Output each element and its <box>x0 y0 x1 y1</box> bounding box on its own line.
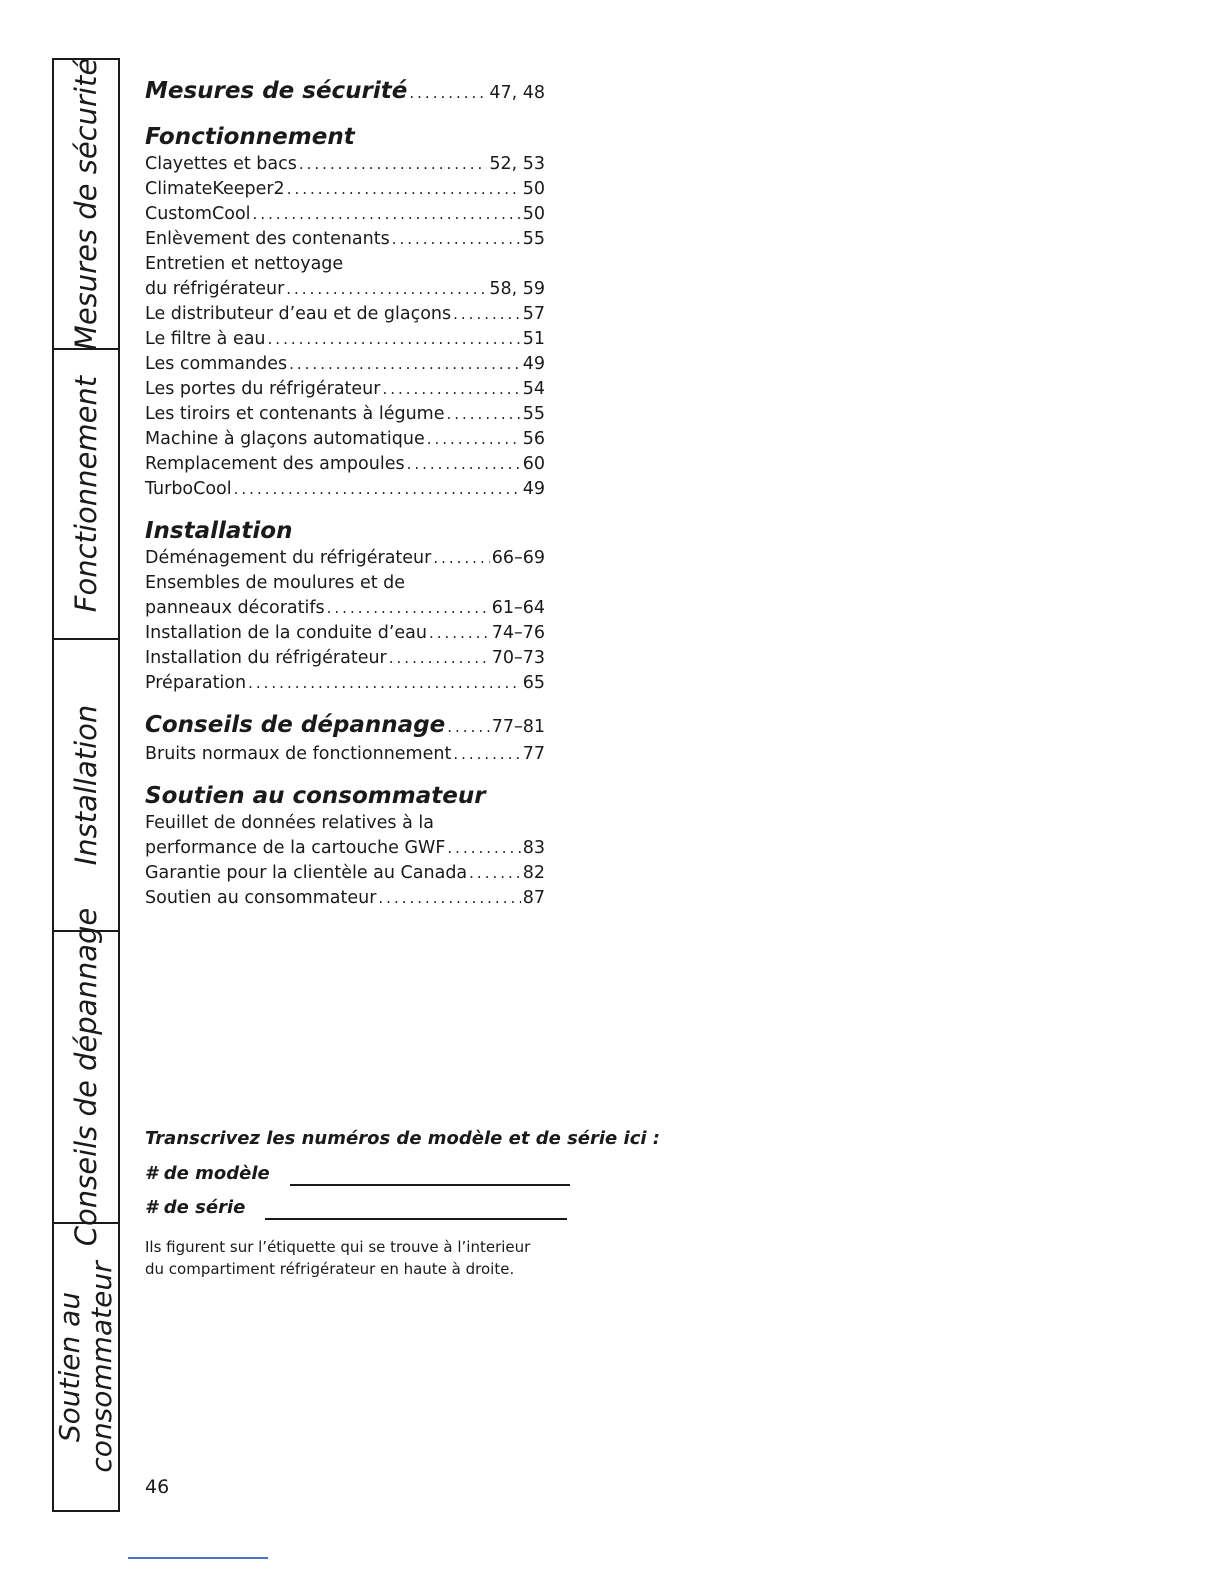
toc-entry[interactable] <box>145 402 545 427</box>
tab-soutien-au-consommateur[interactable] <box>54 1224 118 1510</box>
page-ref: 58, 59 <box>489 279 545 299</box>
entry-name: Installation de la conduite d’eau <box>145 623 427 643</box>
page-ref: 82 <box>522 863 545 883</box>
toc-entry[interactable] <box>145 596 545 621</box>
tab-label: Conseils de dépannage <box>69 907 103 1247</box>
entry-name: Soutien au consommateur <box>145 888 377 908</box>
page-ref: 83 <box>522 838 545 858</box>
entry-name: Clayettes et bacs <box>145 154 297 174</box>
page-ref: 50 <box>522 179 545 199</box>
page-ref: 49 <box>522 354 545 374</box>
toc-entry[interactable] <box>145 742 545 767</box>
toc-entry-line: Ensembles de moulures et de <box>145 573 406 593</box>
entry-name: Bruits normaux de fonctionnement <box>145 744 452 764</box>
toc-entry[interactable] <box>145 886 545 911</box>
toc-entry[interactable] <box>145 227 545 252</box>
page-ref: 77–81 <box>491 717 545 737</box>
toc-entry[interactable] <box>145 427 545 452</box>
entry-name: performance de la cartouche GWF <box>145 838 446 858</box>
model-number-field <box>145 1162 605 1186</box>
toc-entry[interactable] <box>145 277 545 302</box>
section-title-fonctionnement: Fonctionnement <box>145 124 355 150</box>
entry-name: Les commandes <box>145 354 288 374</box>
model-serial-record <box>145 1126 661 1280</box>
entry-name: Les tiroirs et contenants à légume <box>145 404 445 424</box>
toc-entry[interactable] <box>145 177 545 202</box>
serial-number-label: # de série <box>145 1197 246 1218</box>
page-ref: 54 <box>522 379 545 399</box>
tab-label: Fonctionnement <box>69 375 103 613</box>
page-ref: 61–64 <box>491 598 545 618</box>
bottom-rule <box>128 1557 268 1559</box>
entry-name: panneaux décoratifs <box>145 598 325 618</box>
page-ref: 87 <box>522 888 545 908</box>
toc-entry[interactable] <box>145 546 545 571</box>
tab-label: Installation <box>69 704 103 866</box>
entry-name: Machine à glaçons automatique <box>145 429 425 449</box>
page-ref: 77 <box>522 744 545 764</box>
page-ref: 65 <box>522 673 545 693</box>
toc-entry-line: Entretien et nettoyage <box>145 254 344 274</box>
page-ref: 49 <box>522 479 545 499</box>
entry-name: CustomCool <box>145 204 251 224</box>
toc-entry[interactable] <box>145 377 545 402</box>
toc-entry[interactable] <box>145 352 545 377</box>
entry-name: du réfrigérateur <box>145 279 285 299</box>
page-ref: 51 <box>522 329 545 349</box>
page-ref: 50 <box>522 204 545 224</box>
toc-entry[interactable] <box>145 836 545 861</box>
entry-name: Le filtre à eau <box>145 329 266 349</box>
page-ref: 66–69 <box>491 548 545 568</box>
entry-name: Garantie pour la clientèle au Canada <box>145 863 468 883</box>
tab-label: Mesures de sécurité <box>69 57 103 351</box>
entry-name: TurboCool <box>145 479 232 499</box>
entry-name: Préparation <box>145 673 247 693</box>
toc-entry[interactable] <box>145 671 545 696</box>
toc-entry[interactable] <box>145 646 545 671</box>
note-line: Ils figurent sur l’étiquette qui se trouve à l’interieur <box>145 1238 531 1256</box>
table-of-contents <box>145 76 545 911</box>
tab-label <box>54 1261 118 1472</box>
page-ref: 55 <box>522 229 545 249</box>
toc-entry[interactable] <box>145 861 545 886</box>
serial-number-field <box>145 1196 605 1220</box>
toc-section-securite[interactable] <box>145 76 545 108</box>
page-ref: 56 <box>522 429 545 449</box>
serial-number-line[interactable] <box>265 1202 567 1220</box>
toc-entry[interactable] <box>145 452 545 477</box>
tab-installation[interactable] <box>54 640 118 932</box>
toc-entry[interactable] <box>145 477 545 502</box>
tab-label-line: Soutien au <box>53 1291 86 1443</box>
toc-section-depannage[interactable] <box>145 710 545 742</box>
tab-fonctionnement[interactable] <box>54 350 118 640</box>
model-number-label: # de modèle <box>145 1163 270 1184</box>
page-number: 46 <box>145 1476 170 1498</box>
entry-name: Remplacement des ampoules <box>145 454 405 474</box>
entry-name: ClimateKeeper2 <box>145 179 285 199</box>
section-title-soutien: Soutien au consommateur <box>145 783 486 809</box>
toc-entry[interactable] <box>145 621 545 646</box>
tab-label-line: consommateur <box>85 1261 118 1473</box>
toc-entry[interactable] <box>145 327 545 352</box>
page-ref: 70–73 <box>491 648 545 668</box>
entry-name: Enlèvement des contenants <box>145 229 390 249</box>
page-ref: 47, 48 <box>489 83 545 103</box>
section-tab-strip <box>52 58 120 1512</box>
toc-entry[interactable] <box>145 302 545 327</box>
section-title-installation: Installation <box>145 518 293 544</box>
entry-name: Déménagement du réfrigérateur <box>145 548 432 568</box>
record-note <box>145 1236 605 1280</box>
section-title: Mesures de sécurité <box>145 78 408 104</box>
entry-name: Les portes du réfrigérateur <box>145 379 381 399</box>
section-title: Conseils de dépannage <box>145 712 446 738</box>
toc-entry[interactable] <box>145 152 545 177</box>
page-ref: 60 <box>522 454 545 474</box>
tab-conseils-de-depannage[interactable] <box>54 907 118 1247</box>
page-ref: 55 <box>522 404 545 424</box>
model-number-line[interactable] <box>290 1168 570 1186</box>
toc-entry-line: Feuillet de données relatives à la <box>145 813 434 833</box>
page-ref: 74–76 <box>491 623 545 643</box>
note-line: du compartiment réfrigérateur en haute à droite. <box>145 1260 515 1278</box>
entry-name: Le distributeur d’eau et de glaçons <box>145 304 452 324</box>
tab-mesures-de-securite[interactable] <box>54 57 118 351</box>
toc-entry[interactable] <box>145 202 545 227</box>
page-ref: 52, 53 <box>489 154 545 174</box>
page-ref: 57 <box>522 304 545 324</box>
entry-name: Installation du réfrigérateur <box>145 648 387 668</box>
record-heading: Transcrivez les numéros de modèle et de série ici : <box>145 1128 661 1149</box>
